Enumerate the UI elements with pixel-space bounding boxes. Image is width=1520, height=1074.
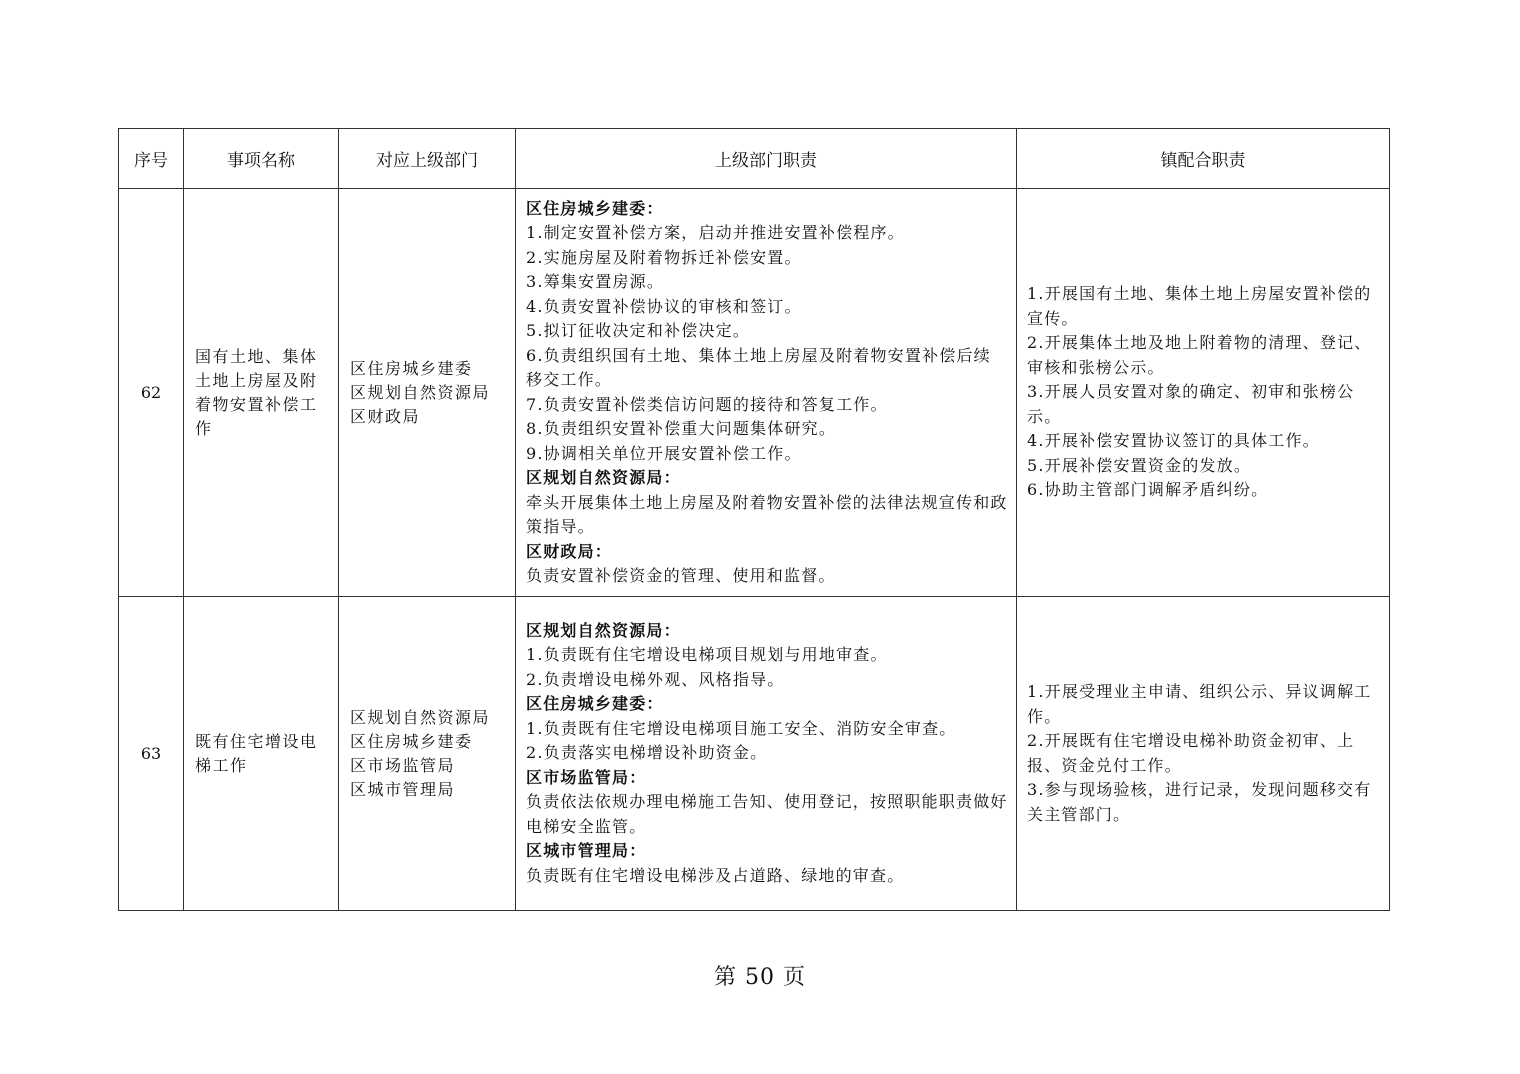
row-upper-duties	[516, 597, 1017, 911]
duty-line: 2.负责落实电梯增设补助资金。	[526, 743, 768, 763]
town-duty-line: 2.开展既有住宅增设电梯补助资金初审、上报、资金兑付工作。	[1027, 731, 1355, 775]
header-town: 镇配合职责	[1017, 129, 1390, 189]
table-header-row	[119, 129, 1390, 189]
row-upper-duties	[516, 189, 1017, 597]
row-item-name-text: 国有土地、集体土地上房屋及附着物安置补偿工作	[195, 346, 318, 438]
dept-line: 区城市管理局	[350, 779, 456, 799]
dept-line: 区财政局	[350, 406, 421, 426]
duty-line: 2.负责增设电梯外观、风格指导。	[526, 669, 785, 689]
duty-line: 7.负责安置补偿类信访问题的接待和答复工作。	[526, 394, 888, 414]
row-depts	[339, 597, 516, 911]
dept-line: 区规划自然资源局	[350, 707, 491, 727]
duty-table	[118, 128, 1390, 911]
duty-line: 2.实施房屋及附着物拆迁补偿安置。	[526, 247, 802, 267]
table-row	[119, 189, 1390, 597]
town-duty-line: 6.协助主管部门调解矛盾纠纷。	[1027, 480, 1269, 500]
duty-line: 牵头开展集体土地上房屋及附着物安置补偿的法律法规宣传和政策指导。	[526, 492, 1008, 536]
dept-heading: 区规划自然资源局：	[526, 468, 681, 487]
row-town-duties	[1017, 597, 1390, 911]
dept-heading: 区住房城乡建委：	[526, 198, 664, 218]
duty-line: 9.协调相关单位开展安置补偿工作。	[526, 443, 802, 463]
header-name: 事项名称	[184, 129, 339, 189]
town-duty-line: 2.开展集体土地及地上附着物的清理、登记、审核和张榜公示。	[1027, 333, 1372, 377]
town-duty-line: 4.开展补偿安置协议签订的具体工作。	[1027, 431, 1320, 451]
dept-line: 区住房城乡建委	[350, 731, 473, 751]
dept-line: 区市场监管局	[350, 755, 456, 775]
header-dept: 对应上级部门	[339, 129, 516, 189]
duty-line: 1.制定安置补偿方案，启动并推进安置补偿程序。	[526, 223, 905, 242]
row-seq: 62	[119, 189, 184, 597]
town-duty-line: 1.开展国有土地、集体土地上房屋安置补偿的宣传。	[1027, 284, 1372, 328]
table-row	[119, 597, 1390, 911]
header-upper: 上级部门职责	[516, 129, 1017, 189]
dept-line: 区规划自然资源局	[350, 382, 491, 402]
row-item-name	[184, 189, 339, 597]
duty-line: 负责安置补偿资金的管理、使用和监督。	[526, 566, 836, 585]
town-duty-line: 3.开展人员安置对象的确定、初审和张榜公示。	[1027, 382, 1355, 426]
row-seq: 63	[119, 597, 184, 911]
town-duty-line: 3.参与现场验核，进行记录，发现问题移交有关主管部门。	[1027, 780, 1372, 824]
town-duty-line: 1.开展受理业主申请、组织公示、异议调解工作。	[1027, 682, 1372, 726]
row-item-name-text: 既有住宅增设电梯工作	[195, 731, 318, 775]
duty-line: 8.负责组织安置补偿重大问题集体研究。	[526, 419, 837, 438]
row-depts	[339, 189, 516, 597]
row-item-name	[184, 597, 339, 911]
duty-line: 6.负责组织国有土地、集体土地上房屋及附着物安置补偿后续移交工作。	[526, 345, 991, 389]
dept-heading: 区住房城乡建委：	[526, 694, 664, 714]
dept-heading: 区城市管理局：	[526, 841, 647, 861]
duty-line: 1.负责既有住宅增设电梯项目施工安全、消防安全审查。	[526, 718, 957, 738]
dept-heading: 区市场监管局：	[526, 767, 647, 787]
duty-line: 负责依法依规办理电梯施工告知、使用登记，按照职能职责做好电梯安全监管。	[526, 792, 1008, 836]
dept-heading: 区规划自然资源局：	[526, 620, 681, 640]
duty-line: 5.拟订征收决定和补偿决定。	[526, 321, 751, 340]
row-town-duties	[1017, 189, 1390, 597]
duty-line: 3.筹集安置房源。	[526, 272, 665, 291]
town-duty-line: 5.开展补偿安置资金的发放。	[1027, 455, 1252, 475]
header-seq: 序号	[119, 129, 184, 189]
duty-line: 4.负责安置补偿协议的审核和签订。	[526, 296, 802, 316]
dept-heading: 区财政局：	[526, 541, 613, 561]
dept-line: 区住房城乡建委	[350, 358, 473, 378]
page-number: 第 50 页	[714, 965, 806, 990]
duty-line: 1.负责既有住宅增设电梯项目规划与用地审查。	[526, 645, 888, 665]
duty-line: 负责既有住宅增设电梯涉及占道路、绿地的审查。	[526, 865, 905, 885]
